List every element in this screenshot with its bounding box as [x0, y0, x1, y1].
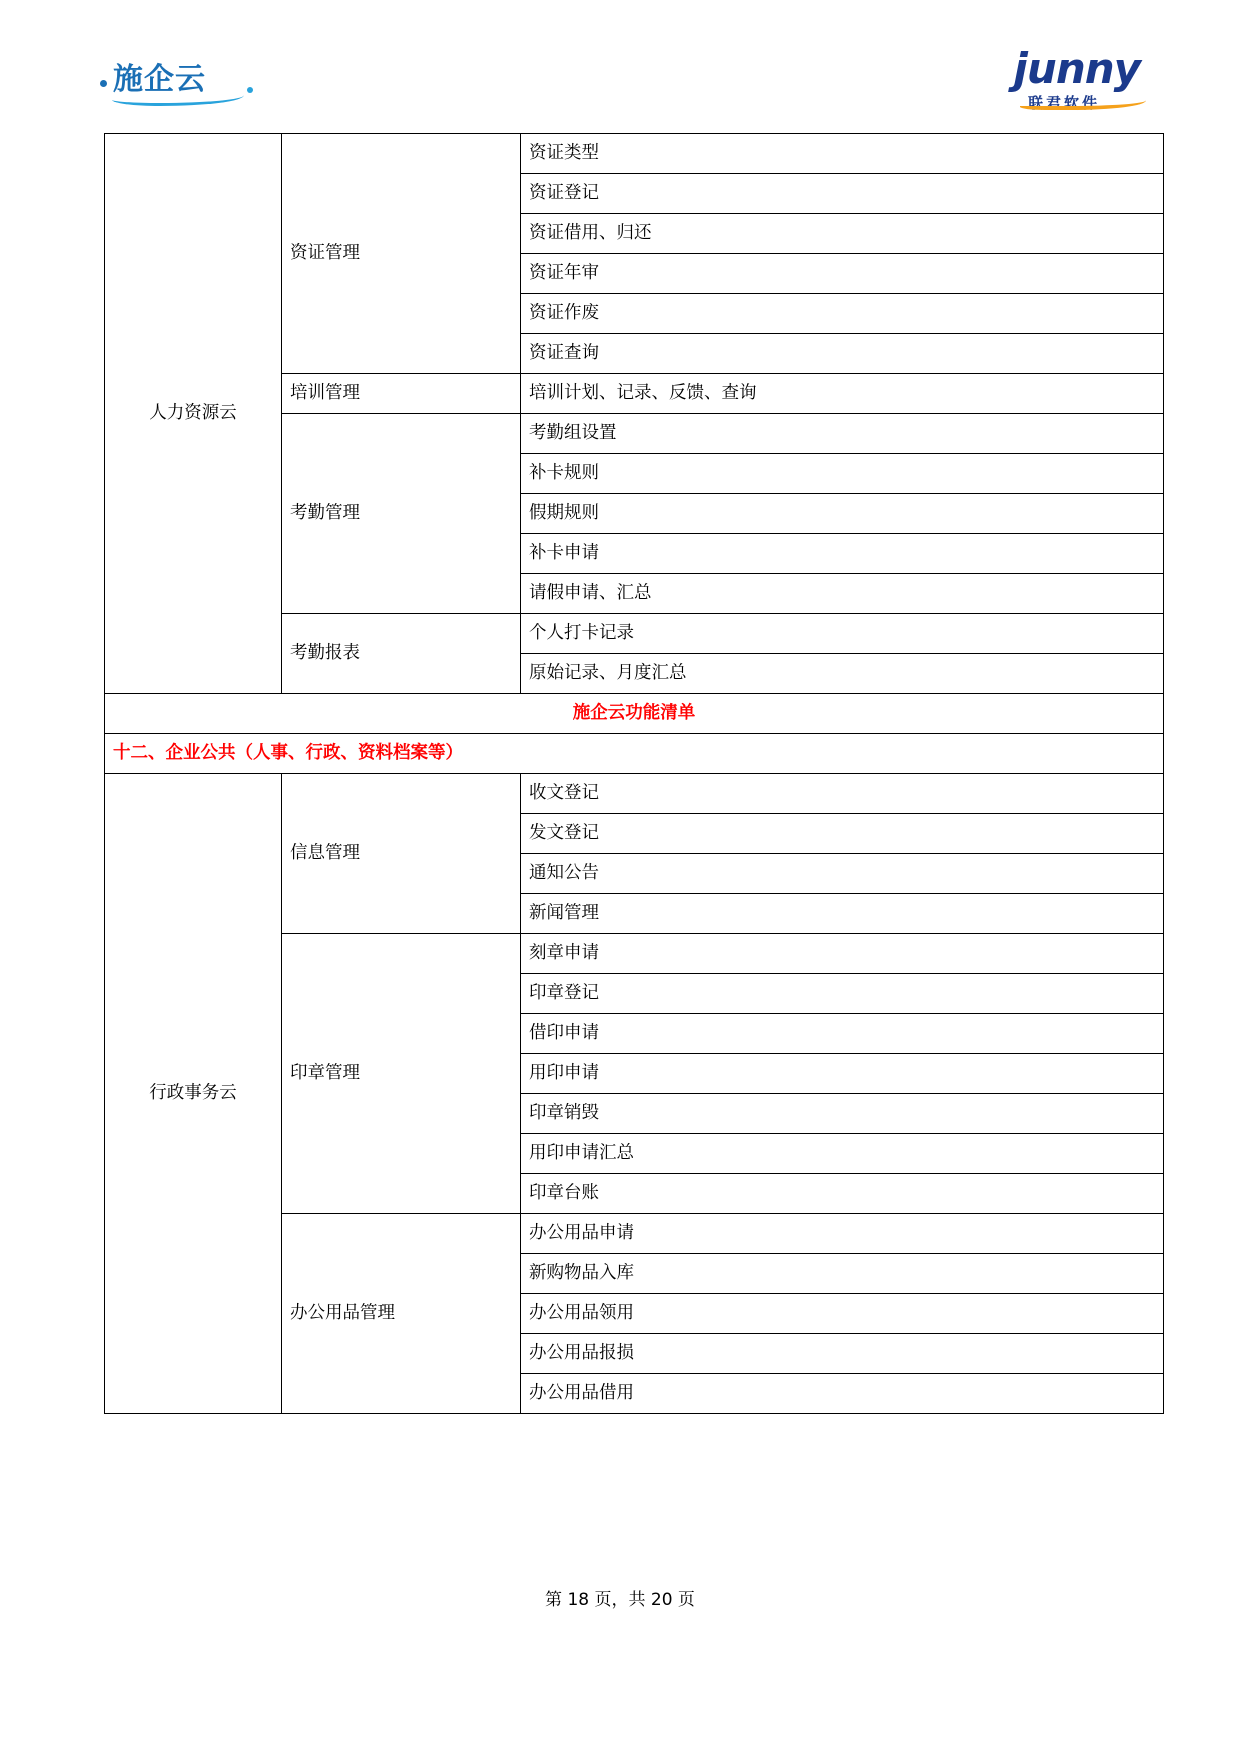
cell-feature: 资证年审	[521, 254, 1164, 294]
shiqiyun-logo-text: 施企云	[113, 62, 206, 97]
cell-feature: 收文登记	[521, 774, 1164, 814]
cell-feature: 办公用品领用	[521, 1294, 1164, 1334]
cell-feature: 补卡申请	[521, 534, 1164, 574]
banner-text: 施企云功能清单	[105, 694, 1164, 734]
cell-feature: 发文登记	[521, 814, 1164, 854]
shiqiyun-logo	[100, 52, 206, 108]
cell-feature: 补卡规则	[521, 454, 1164, 494]
junny-logo-text: junny	[1013, 44, 1140, 93]
swoosh-dot-icon	[247, 87, 253, 93]
cell-feature: 培训计划、记录、反馈、查询	[521, 374, 1164, 414]
cell-group-name: 考勤报表	[282, 614, 521, 694]
cell-feature: 印章登记	[521, 974, 1164, 1014]
cell-feature: 借印申请	[521, 1014, 1164, 1054]
cell-feature: 资证类型	[521, 134, 1164, 174]
cell-module-name: 行政事务云	[105, 774, 282, 1414]
logo-dot-icon	[100, 80, 107, 87]
cell-feature: 用印申请	[521, 1054, 1164, 1094]
cell-feature: 考勤组设置	[521, 414, 1164, 454]
cell-group-name: 办公用品管理	[282, 1214, 521, 1414]
table-row	[105, 774, 1164, 814]
cell-feature: 新闻管理	[521, 894, 1164, 934]
cell-feature: 办公用品报损	[521, 1334, 1164, 1374]
table-banner-row	[105, 694, 1164, 734]
cell-feature: 资证查询	[521, 334, 1164, 374]
page-header	[100, 44, 1140, 114]
cell-feature: 请假申请、汇总	[521, 574, 1164, 614]
table-section-row	[105, 734, 1164, 774]
cell-feature: 印章销毁	[521, 1094, 1164, 1134]
junny-logo	[1013, 44, 1140, 112]
table-row	[105, 134, 1164, 174]
cell-feature: 资证作废	[521, 294, 1164, 334]
cell-feature: 印章台账	[521, 1174, 1164, 1214]
page-footer: 第 18 页，共 20 页	[545, 1590, 695, 1610]
cell-feature: 用印申请汇总	[521, 1134, 1164, 1174]
cell-module-name: 人力资源云	[105, 134, 282, 694]
cell-group-name: 信息管理	[282, 774, 521, 934]
cell-feature: 办公用品借用	[521, 1374, 1164, 1414]
cell-feature: 办公用品申请	[521, 1214, 1164, 1254]
cell-group-name: 资证管理	[282, 134, 521, 374]
cell-feature: 原始记录、月度汇总	[521, 654, 1164, 694]
cell-feature: 个人打卡记录	[521, 614, 1164, 654]
junny-logo-subtitle: 联君软件	[1027, 95, 1100, 112]
cell-feature: 新购物品入库	[521, 1254, 1164, 1294]
junny-swoosh-icon	[1020, 94, 1146, 110]
cell-feature: 通知公告	[521, 854, 1164, 894]
cell-feature: 刻章申请	[521, 934, 1164, 974]
section-title: 十二、企业公共（人事、行政、资料档案等）	[105, 734, 1164, 774]
function-list-table	[104, 133, 1164, 1414]
cell-group-name: 考勤管理	[282, 414, 521, 614]
cell-group-name: 印章管理	[282, 934, 521, 1214]
cell-feature: 资证借用、归还	[521, 214, 1164, 254]
cell-group-name: 培训管理	[282, 374, 521, 414]
cell-feature: 假期规则	[521, 494, 1164, 534]
cloud-swoosh-icon	[112, 89, 244, 106]
cell-feature: 资证登记	[521, 174, 1164, 214]
